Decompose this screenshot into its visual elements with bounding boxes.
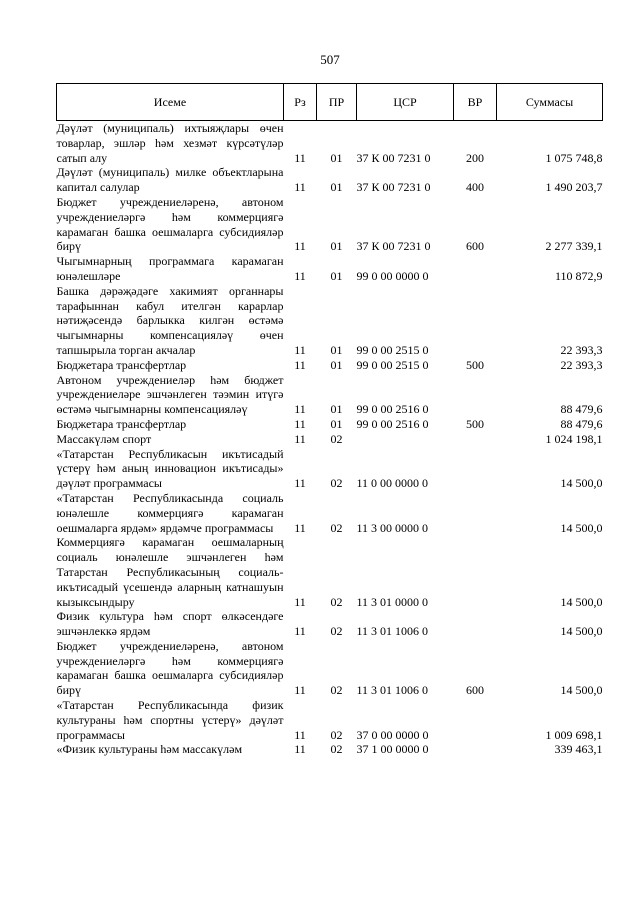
cell-vr: 200 [466, 150, 484, 165]
cell-name: Бюджет учреждениеләренә, автоном учреждениеләргә һәм коммерциягә карамаган башка оешмаларга субсидияләр бирү [56, 194, 284, 254]
page-number: 507 [320, 52, 340, 67]
cell-name: Дәүләт (муниципаль) ихтыяҗлары өчен товарлар, эшләр һәм хезмәт күрсәтүләр сатып алу [56, 121, 284, 165]
cell-sum: 14 500,0 [560, 476, 603, 491]
cell-pr: 02 [330, 683, 343, 698]
cell-vr: 400 [466, 180, 484, 195]
cell-pr: 02 [330, 431, 343, 446]
cell-vr [454, 609, 497, 639]
cell-name: Физик культура һәм спорт өлкәсендәге эшчәнлеккә ярдәм [56, 609, 284, 639]
cell-name: Дәүләт (муниципаль) милке объектларына капитал салулар [56, 165, 284, 195]
cell-csr: 37 К 00 7231 0 [356, 150, 431, 165]
table-header [57, 84, 603, 121]
cell-rz: 11 [294, 402, 306, 417]
cell-csr: 11 0 00 0000 0 [356, 476, 429, 491]
cell-sum: 14 500,0 [560, 683, 603, 698]
cell-rz: 11 [294, 416, 306, 431]
cell-csr: 37 К 00 7231 0 [356, 180, 431, 195]
cell-rz: 11 [294, 520, 306, 535]
cell-rz: 11 [294, 727, 306, 742]
cell-name: «Татарстан Республикасында физик культураны һәм спортны үстерү» дәүләт программасы [56, 698, 284, 742]
cell-sum: 14 500,0 [560, 594, 603, 609]
cell-sum: 110 872,9 [554, 268, 603, 283]
cell-name: «Татарстан Республикасын икътисадый үстерү һәм аның инновацион икътисады» дәүләт программасы [56, 446, 284, 491]
cell-rz: 11 [294, 683, 306, 698]
cell-rz: 11 [294, 624, 306, 639]
cell-pr: 01 [330, 180, 343, 195]
table-row [57, 195, 603, 254]
cell-name: «Татарстан Республикасында социаль юнәлешле коммерциягә карамаган оешмаларга ярдәм» ярдәмче программасы [56, 490, 284, 535]
cell-vr: 500 [466, 357, 484, 372]
cell-name: Бюджетара трансфертлар [56, 416, 187, 431]
cell-name: Бюджет учреждениеләренә, автоном учреждениеләргә һәм коммерциягә карамаган башка оешмаларга субсидияләр бирү [56, 638, 284, 698]
cell-csr: 99 0 00 2516 0 [356, 416, 429, 431]
cell-csr: 11 3 01 1006 0 [356, 683, 429, 698]
table-row [57, 535, 603, 609]
cell-rz: 11 [294, 268, 306, 283]
cell-sum: 1 490 203,7 [545, 180, 603, 195]
table-row [57, 358, 603, 373]
cell-vr [454, 432, 497, 447]
cell-vr [454, 447, 497, 491]
cell-csr: 11 3 00 0000 0 [356, 520, 429, 535]
header-rz: Рз [284, 84, 317, 121]
cell-pr: 01 [330, 357, 343, 372]
cell-pr: 02 [330, 520, 343, 535]
cell-vr [454, 284, 497, 358]
cell-vr [454, 742, 497, 757]
header-name: Исеме [57, 84, 284, 121]
cell-csr: 99 0 00 0000 0 [356, 268, 429, 283]
cell-csr [357, 432, 454, 447]
table-row [57, 491, 603, 535]
header-pr: ПР [317, 84, 357, 121]
cell-sum: 1 024 198,1 [545, 431, 603, 446]
cell-vr [454, 698, 497, 742]
cell-pr: 01 [330, 268, 343, 283]
table-row [57, 742, 603, 757]
cell-vr [454, 373, 497, 417]
header-sum: Суммасы [497, 84, 603, 121]
table-row [57, 373, 603, 417]
cell-pr: 02 [330, 476, 343, 491]
cell-pr: 01 [330, 416, 343, 431]
cell-vr [454, 254, 497, 284]
cell-rz: 11 [294, 357, 306, 372]
cell-sum: 22 393,3 [560, 357, 603, 372]
cell-csr: 99 0 00 2515 0 [356, 342, 429, 357]
cell-vr [454, 535, 497, 609]
table-row [57, 417, 603, 432]
cell-sum: 1 009 698,1 [545, 727, 603, 742]
cell-name: Чыгымнарның программага карамаган юнәлешләре [56, 254, 284, 283]
cell-rz: 11 [294, 594, 306, 609]
cell-vr [454, 491, 497, 535]
cell-vr: 500 [466, 416, 484, 431]
cell-vr: 600 [466, 239, 484, 254]
table-row [57, 284, 603, 358]
cell-name: Массакүләм спорт [56, 431, 152, 446]
table-row [57, 639, 603, 698]
cell-csr: 11 3 01 1006 0 [356, 624, 429, 639]
cell-sum: 14 500,0 [560, 520, 603, 535]
cell-pr: 02 [330, 727, 343, 742]
cell-rz: 11 [294, 239, 306, 254]
cell-sum: 88 479,6 [560, 402, 603, 417]
cell-pr: 02 [330, 624, 343, 639]
cell-pr: 02 [330, 742, 343, 757]
cell-rz: 11 [294, 180, 306, 195]
table-row [57, 254, 603, 284]
cell-sum: 2 277 339,1 [545, 239, 603, 254]
cell-name: Бюджетара трансфертлар [56, 357, 187, 372]
cell-csr: 99 0 00 2515 0 [356, 357, 429, 372]
cell-name: Автоном учреждениеләр һәм бюджет учреждениеләре эшчәнлеген тәэмин итүгә өстәмә чыгымнарны компенсацияләү [56, 372, 284, 417]
cell-sum: 22 393,3 [560, 342, 603, 357]
cell-name: Башка дәрәҗәдәге хакимият органнары тарафыннан кабул ителгән карарлар нәтиҗәсендә барлыкка килгән өстәмә чыгымнарны компенсацияләү өчен тапшырыла торган акчалар [56, 283, 284, 357]
cell-csr: 99 0 00 2516 0 [356, 402, 429, 417]
cell-pr: 02 [330, 594, 343, 609]
cell-sum: 88 479,6 [560, 416, 603, 431]
cell-csr: 37 К 00 7231 0 [356, 239, 431, 254]
cell-csr: 11 3 01 0000 0 [356, 594, 429, 609]
table-row [57, 121, 603, 166]
cell-sum: 339 463,1 [554, 742, 603, 757]
header-csr: ЦСР [357, 84, 454, 121]
cell-rz: 11 [294, 476, 306, 491]
table-body [57, 121, 603, 758]
cell-pr: 01 [330, 150, 343, 165]
cell-name: Коммерциягә карамаган оешмаларның социаль юнәлешле эшчәнлеген һәм Татарстан Республикасының социаль-икътисадый үсешендә аларның катнашуын кызыксындыру [56, 535, 284, 609]
cell-rz: 11 [294, 150, 306, 165]
table-row [57, 165, 603, 195]
cell-pr: 01 [330, 239, 343, 254]
table-row [57, 609, 603, 639]
cell-rz: 11 [294, 742, 306, 757]
budget-table [56, 83, 603, 757]
cell-pr: 01 [330, 342, 343, 357]
cell-rz: 11 [294, 342, 306, 357]
cell-vr: 600 [466, 683, 484, 698]
header-vr: ВР [454, 84, 497, 121]
cell-sum: 14 500,0 [560, 624, 603, 639]
table-row [57, 447, 603, 491]
cell-rz: 11 [294, 431, 306, 446]
cell-sum: 1 075 748,8 [545, 150, 603, 165]
cell-csr: 37 0 00 0000 0 [356, 727, 429, 742]
cell-csr: 37 1 00 0000 0 [356, 742, 429, 757]
table-row [57, 432, 603, 447]
cell-pr: 01 [330, 402, 343, 417]
cell-name: «Физик культураны һәм массакүләм [56, 742, 243, 757]
table-row [57, 698, 603, 742]
